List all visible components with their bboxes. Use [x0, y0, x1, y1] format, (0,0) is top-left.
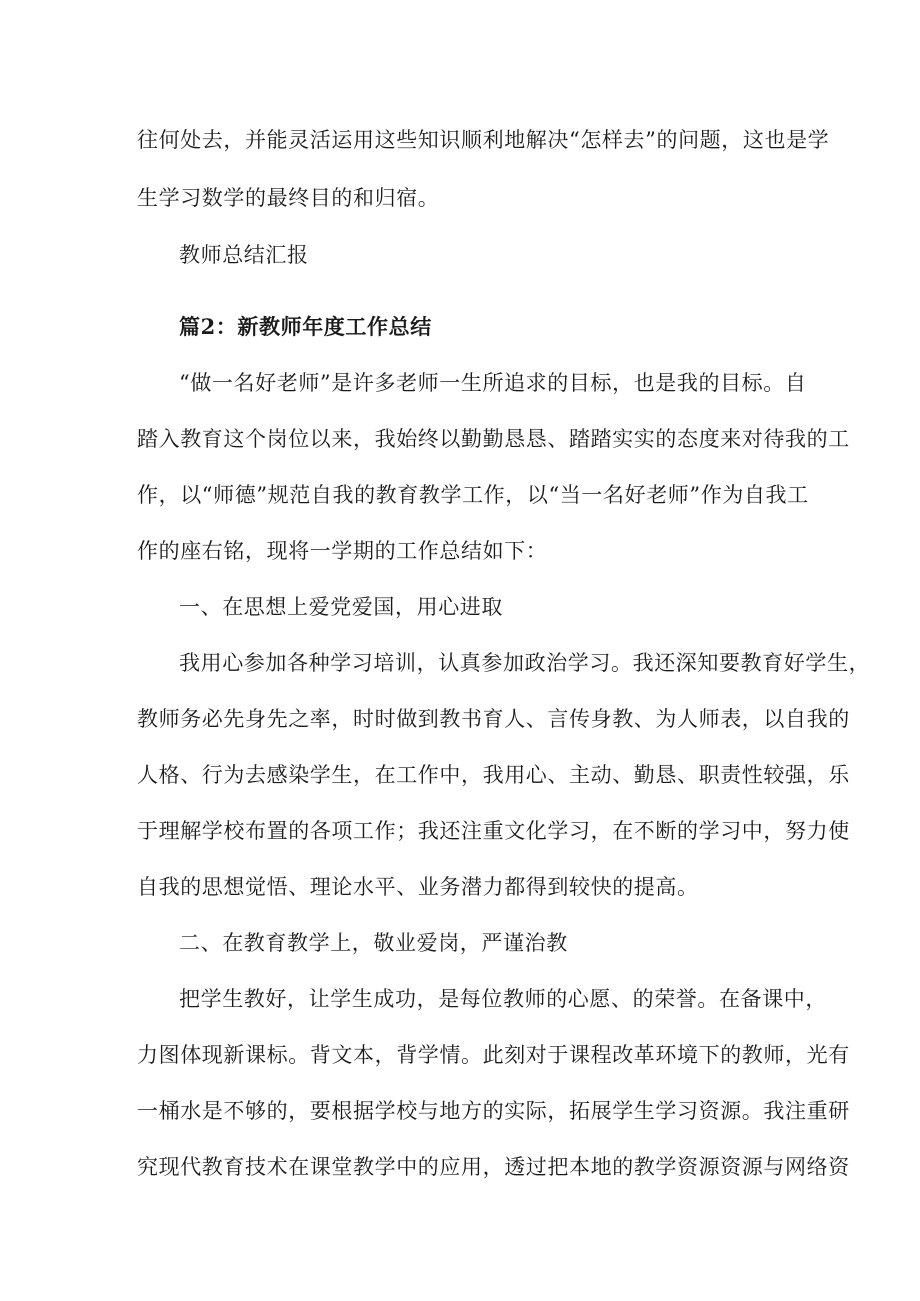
paragraph2-line-4: 于理解学校布置的各项工作；我还注重文化学习，在不断的学习中，努力使 — [137, 819, 850, 843]
paragraph2-line-2: 教师务必先身先之率，时时做到教书育人、言传身教、为人师表，以自我的 — [137, 707, 850, 731]
paragraph3-line-4: 究现代教育技术在课堂教学中的应用，透过把本地的教学资源资源与网络资 — [137, 1155, 850, 1179]
paragraph3-line-1: 把学生教好，让学生成功，是每位教师的心愿、的荣誉。在备课中， — [179, 987, 827, 1011]
paragraph1-line-1: “做一名好老师”是许多老师一生所追求的目标，也是我的目标。自 — [179, 371, 807, 395]
section-title: 篇2：新教师年度工作总结 — [179, 314, 432, 339]
doc-label: 教师总结汇报 — [179, 243, 309, 267]
paragraph3-line-3: 一桶水是不够的，要根据学校与地方的实际，拓展学生学习资源。我注重研 — [137, 1099, 850, 1123]
paragraph1-line-3: 作，以“师德”规范自我的教育教学工作，以“当一名好老师”作为自我工 — [137, 483, 809, 507]
heading-1: 一、在思想上爱党爱国，用心进取 — [179, 595, 503, 619]
paragraph2-line-5: 自我的思想觉悟、理论水平、业务潜力都得到较快的提高。 — [137, 875, 699, 899]
intro-line-2: 生学习数学的最终目的和归宿。 — [137, 186, 440, 210]
intro-line-1: 往何处去，并能灵活运用这些知识顺利地解决“怎样去”的问题，这也是学 — [137, 128, 830, 152]
paragraph1-line-2: 踏入教育这个岗位以来，我始终以勤勤恳恳、踏踏实实的态度来对待我的工 — [137, 427, 850, 451]
paragraph2-line-1: 我用心参加各种学习培训，认真参加政治学习。我还深知要教育好学生， — [179, 651, 871, 675]
paragraph3-line-2: 力图体现新课标。背文本，背学情。此刻对于课程改革环境下的教师，光有 — [137, 1043, 850, 1067]
paragraph1-line-4: 作的座右铭，现将一学期的工作总结如下： — [137, 539, 548, 563]
heading-2: 二、在教育教学上，敬业爱岗，严谨治教 — [179, 931, 568, 955]
paragraph2-line-3: 人格、行为去感染学生，在工作中，我用心、主动、勤恳、职责性较强，乐 — [137, 763, 850, 787]
